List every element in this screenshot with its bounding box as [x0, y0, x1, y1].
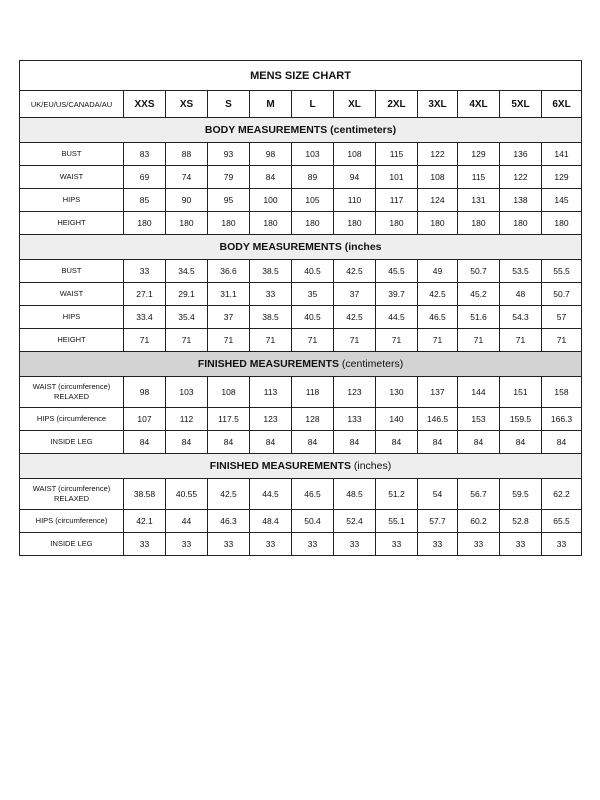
- table-cell: 130: [376, 377, 418, 408]
- table-cell: 137: [418, 377, 458, 408]
- row-label: [20, 189, 124, 212]
- size-header-row: [20, 91, 582, 118]
- table-cell: 71: [458, 329, 500, 352]
- table-cell: 50.7: [542, 283, 582, 306]
- table-cell: 93: [208, 143, 250, 166]
- section-title: [20, 118, 582, 143]
- table-cell: 180: [542, 212, 582, 235]
- table-cell: 117.5: [208, 408, 250, 431]
- row-label: [20, 533, 124, 556]
- table-cell: 44: [166, 510, 208, 533]
- table-cell: 105: [292, 189, 334, 212]
- row-label-text: HEIGHT: [57, 335, 86, 344]
- table-cell: 42.5: [334, 306, 376, 329]
- table-cell: 57: [542, 306, 582, 329]
- table-cell: 84: [292, 431, 334, 454]
- size-header-s: S: [208, 91, 250, 118]
- table-cell: 42.5: [418, 283, 458, 306]
- table-cell: 180: [124, 212, 166, 235]
- table-cell: 38.58: [124, 479, 166, 510]
- table-row: [20, 166, 582, 189]
- row-label-text: INSIDE LEG: [50, 437, 93, 446]
- size-header-xl: XL: [334, 91, 376, 118]
- table-row: [20, 510, 582, 533]
- section-title: [20, 352, 582, 377]
- table-cell: 123: [334, 377, 376, 408]
- table-cell: 108: [208, 377, 250, 408]
- table-cell: 33: [376, 533, 418, 556]
- table-cell: 50.7: [458, 260, 500, 283]
- table-cell: 84: [250, 166, 292, 189]
- table-cell: 29.1: [166, 283, 208, 306]
- table-row: [20, 212, 582, 235]
- table-cell: 136: [500, 143, 542, 166]
- size-header-6xl: 6XL: [542, 91, 582, 118]
- table-cell: 128: [292, 408, 334, 431]
- table-cell: 33: [458, 533, 500, 556]
- table-cell: 98: [124, 377, 166, 408]
- row-label: [20, 431, 124, 454]
- table-cell: 31.1: [208, 283, 250, 306]
- table-cell: 71: [334, 329, 376, 352]
- table-cell: 180: [376, 212, 418, 235]
- table-cell: 45.5: [376, 260, 418, 283]
- table-cell: 35: [292, 283, 334, 306]
- table-cell: 37: [334, 283, 376, 306]
- row-label: [20, 143, 124, 166]
- row-label-text: HIPS (circumference: [36, 414, 107, 423]
- table-row: [20, 533, 582, 556]
- table-cell: 40.5: [292, 260, 334, 283]
- row-label: [20, 260, 124, 283]
- table-cell: 48.5: [334, 479, 376, 510]
- table-cell: 131: [458, 189, 500, 212]
- region-label: UK/EU/US/CANADA/AU: [20, 91, 124, 118]
- table-cell: 33: [500, 533, 542, 556]
- row-label-text: HIPS: [62, 312, 81, 321]
- size-header-2xl: 2XL: [376, 91, 418, 118]
- table-cell: 85: [124, 189, 166, 212]
- section-title: [20, 454, 582, 479]
- row-label: [20, 377, 124, 408]
- table-cell: 153: [458, 408, 500, 431]
- section-title: [20, 235, 582, 260]
- table-cell: 84: [166, 431, 208, 454]
- table-cell: 71: [166, 329, 208, 352]
- row-label-text: BUST: [61, 149, 82, 158]
- section-title-unit: (centimeters): [339, 358, 404, 370]
- table-cell: 180: [418, 212, 458, 235]
- table-cell: 49: [418, 260, 458, 283]
- table-cell: 44.5: [250, 479, 292, 510]
- table-cell: 69: [124, 166, 166, 189]
- table-cell: 33.4: [124, 306, 166, 329]
- table-cell: 38.5: [250, 260, 292, 283]
- table-cell: 50.4: [292, 510, 334, 533]
- row-label: [20, 408, 124, 431]
- size-header-3xl: 3XL: [418, 91, 458, 118]
- table-row: [20, 260, 582, 283]
- section-title-unit: (inches: [341, 241, 382, 253]
- table-cell: 129: [458, 143, 500, 166]
- table-cell: 71: [542, 329, 582, 352]
- table-cell: 34.5: [166, 260, 208, 283]
- table-cell: 146.5: [418, 408, 458, 431]
- table-cell: 117: [376, 189, 418, 212]
- table-cell: 180: [458, 212, 500, 235]
- row-label-text: WAIST: [59, 172, 84, 181]
- table-cell: 140: [376, 408, 418, 431]
- table-cell: 51.6: [458, 306, 500, 329]
- row-label-subtext: RELAXED: [53, 494, 89, 503]
- table-cell: 52.8: [500, 510, 542, 533]
- table-cell: 33: [250, 533, 292, 556]
- table-cell: 33: [418, 533, 458, 556]
- row-label: [20, 510, 124, 533]
- table-cell: 180: [250, 212, 292, 235]
- row-label-text: HIPS (circumference): [35, 516, 108, 525]
- title-row: [20, 61, 582, 91]
- table-cell: 48.4: [250, 510, 292, 533]
- table-cell: 71: [250, 329, 292, 352]
- table-cell: 36.6: [208, 260, 250, 283]
- table-cell: 108: [334, 143, 376, 166]
- row-label: [20, 212, 124, 235]
- table-row: [20, 143, 582, 166]
- row-label: [20, 329, 124, 352]
- table-row: [20, 431, 582, 454]
- table-cell: 33: [542, 533, 582, 556]
- table-cell: 151: [500, 377, 542, 408]
- table-row: [20, 479, 582, 510]
- table-cell: 113: [250, 377, 292, 408]
- table-cell: 33: [208, 533, 250, 556]
- table-cell: 112: [166, 408, 208, 431]
- table-cell: 103: [292, 143, 334, 166]
- table-cell: 71: [500, 329, 542, 352]
- table-cell: 84: [250, 431, 292, 454]
- table-cell: 33: [250, 283, 292, 306]
- table-cell: 122: [500, 166, 542, 189]
- row-label-text: HIPS: [62, 195, 81, 204]
- table-cell: 74: [166, 166, 208, 189]
- table-cell: 52.4: [334, 510, 376, 533]
- table-cell: 37: [208, 306, 250, 329]
- table-cell: 84: [124, 431, 166, 454]
- size-header-m: M: [250, 91, 292, 118]
- table-cell: 71: [292, 329, 334, 352]
- row-label-text: WAIST: [59, 289, 84, 298]
- table-row: [20, 408, 582, 431]
- table-cell: 118: [292, 377, 334, 408]
- row-label: [20, 479, 124, 510]
- table-cell: 180: [292, 212, 334, 235]
- table-cell: 45.2: [458, 283, 500, 306]
- table-cell: 108: [418, 166, 458, 189]
- table-cell: 115: [458, 166, 500, 189]
- table-cell: 83: [124, 143, 166, 166]
- section-title-main: BODY MEASUREMENTS: [204, 124, 328, 136]
- table-cell: 103: [166, 377, 208, 408]
- table-cell: 42.1: [124, 510, 166, 533]
- table-cell: 79: [208, 166, 250, 189]
- table-cell: 71: [124, 329, 166, 352]
- section-title-main: BODY MEASUREMENTS: [219, 241, 342, 253]
- table-cell: 71: [418, 329, 458, 352]
- table-cell: 33: [334, 533, 376, 556]
- table-cell: 62.2: [542, 479, 582, 510]
- table-cell: 71: [376, 329, 418, 352]
- table-row: [20, 189, 582, 212]
- table-row: [20, 306, 582, 329]
- table-cell: 122: [418, 143, 458, 166]
- table-cell: 84: [542, 431, 582, 454]
- size-chart-body: [20, 61, 582, 556]
- table-cell: 95: [208, 189, 250, 212]
- table-cell: 100: [250, 189, 292, 212]
- table-row: [20, 377, 582, 408]
- table-cell: 110: [334, 189, 376, 212]
- row-label-text: WAIST (circumference): [32, 484, 111, 493]
- table-cell: 54.3: [500, 306, 542, 329]
- table-cell: 145: [542, 189, 582, 212]
- table-cell: 84: [458, 431, 500, 454]
- table-cell: 44.5: [376, 306, 418, 329]
- section-header-row: [20, 118, 582, 143]
- row-label-text: BUST: [61, 266, 82, 275]
- table-cell: 42.5: [334, 260, 376, 283]
- table-cell: 40.55: [166, 479, 208, 510]
- table-cell: 54: [418, 479, 458, 510]
- table-cell: 180: [208, 212, 250, 235]
- table-cell: 46.5: [292, 479, 334, 510]
- table-cell: 33: [124, 533, 166, 556]
- row-label: [20, 306, 124, 329]
- table-cell: 55.1: [376, 510, 418, 533]
- table-cell: 33: [166, 533, 208, 556]
- table-cell: 124: [418, 189, 458, 212]
- table-cell: 90: [166, 189, 208, 212]
- table-cell: 158: [542, 377, 582, 408]
- table-cell: 159.5: [500, 408, 542, 431]
- table-cell: 180: [500, 212, 542, 235]
- table-cell: 123: [250, 408, 292, 431]
- table-cell: 71: [208, 329, 250, 352]
- table-cell: 101: [376, 166, 418, 189]
- table-cell: 115: [376, 143, 418, 166]
- size-header-l: L: [292, 91, 334, 118]
- table-cell: 89: [292, 166, 334, 189]
- row-label-text: WAIST (circumference): [32, 382, 111, 391]
- table-cell: 144: [458, 377, 500, 408]
- table-cell: 138: [500, 189, 542, 212]
- section-title-main: FINISHED MEASUREMENTS: [209, 460, 351, 472]
- table-cell: 166.3: [542, 408, 582, 431]
- row-label: [20, 283, 124, 306]
- table-cell: 65.5: [542, 510, 582, 533]
- table-cell: 88: [166, 143, 208, 166]
- table-cell: 46.3: [208, 510, 250, 533]
- table-cell: 84: [418, 431, 458, 454]
- table-cell: 55.5: [542, 260, 582, 283]
- chart-title: MENS SIZE CHART: [20, 61, 582, 91]
- table-cell: 180: [166, 212, 208, 235]
- table-cell: 94: [334, 166, 376, 189]
- table-cell: 59.5: [500, 479, 542, 510]
- table-cell: 33: [292, 533, 334, 556]
- table-cell: 53.5: [500, 260, 542, 283]
- table-cell: 60.2: [458, 510, 500, 533]
- table-cell: 35.4: [166, 306, 208, 329]
- table-cell: 48: [500, 283, 542, 306]
- row-label-text: INSIDE LEG: [50, 539, 93, 548]
- row-label-subtext: RELAXED: [53, 392, 89, 401]
- table-cell: 84: [208, 431, 250, 454]
- table-cell: 51.2: [376, 479, 418, 510]
- table-cell: 40.5: [292, 306, 334, 329]
- table-row: [20, 329, 582, 352]
- table-row: [20, 283, 582, 306]
- table-cell: 180: [334, 212, 376, 235]
- size-header-xs: XS: [166, 91, 208, 118]
- table-cell: 84: [376, 431, 418, 454]
- table-cell: 98: [250, 143, 292, 166]
- section-title-unit: (inches): [350, 460, 392, 472]
- size-header-5xl: 5XL: [500, 91, 542, 118]
- table-cell: 56.7: [458, 479, 500, 510]
- section-title-main: FINISHED MEASUREMENTS: [197, 358, 340, 370]
- table-cell: 84: [334, 431, 376, 454]
- table-cell: 107: [124, 408, 166, 431]
- section-header-row: [20, 235, 582, 260]
- table-cell: 133: [334, 408, 376, 431]
- size-header-4xl: 4XL: [458, 91, 500, 118]
- section-header-row: [20, 454, 582, 479]
- size-chart-table: [19, 60, 582, 556]
- table-cell: 42.5: [208, 479, 250, 510]
- table-cell: 84: [500, 431, 542, 454]
- table-cell: 38.5: [250, 306, 292, 329]
- table-cell: 46.5: [418, 306, 458, 329]
- row-label: [20, 166, 124, 189]
- table-cell: 129: [542, 166, 582, 189]
- section-header-row: [20, 352, 582, 377]
- table-cell: 39.7: [376, 283, 418, 306]
- row-label-text: HEIGHT: [57, 218, 86, 227]
- section-title-unit: (centimeters): [327, 124, 397, 136]
- size-header-xxs: XXS: [124, 91, 166, 118]
- table-cell: 27.1: [124, 283, 166, 306]
- table-cell: 57.7: [418, 510, 458, 533]
- table-cell: 141: [542, 143, 582, 166]
- table-cell: 33: [124, 260, 166, 283]
